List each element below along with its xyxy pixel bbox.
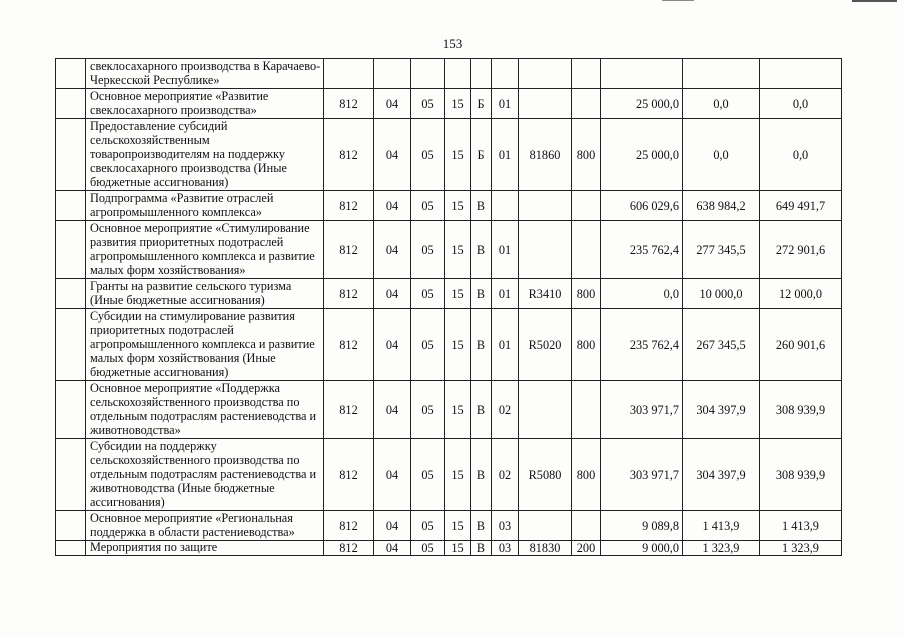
amount-year2-cell: 304 397,9: [683, 439, 760, 511]
amount-year3-cell: 649 491,7: [760, 191, 842, 221]
subprogram-cell: Б: [471, 89, 492, 119]
subsection-cell: 05: [411, 89, 445, 119]
amount-year3-cell: 0,0: [760, 89, 842, 119]
table-row: [56, 381, 842, 439]
subprogram-cell: В: [471, 541, 492, 556]
amount-year1-cell: 9 089,8: [601, 511, 683, 541]
expense-type-cell: [572, 511, 601, 541]
section-cell: 04: [374, 541, 411, 556]
table-row: [56, 221, 842, 279]
gov-code-cell: 812: [324, 439, 374, 511]
amount-year1-cell: 25 000,0: [601, 89, 683, 119]
program-cell: 15: [445, 381, 471, 439]
expense-type-cell: 800: [572, 309, 601, 381]
program-cell: 15: [445, 119, 471, 191]
direction-cell: R3410: [519, 279, 572, 309]
item-name-cell: Основное мероприятие «Стимулирование развития приоритетных подотраслей агропромышленного комплекса и развитие малых форм хозяйствования»: [86, 221, 324, 279]
amount-year3-cell: 272 901,6: [760, 221, 842, 279]
direction-cell: [519, 59, 572, 89]
event-cell: 02: [492, 381, 519, 439]
item-name-cell: Мероприятия по защите: [86, 541, 324, 556]
row-index-cell: [56, 309, 86, 381]
subsection-cell: 05: [411, 541, 445, 556]
subsection-cell: 05: [411, 221, 445, 279]
direction-cell: R5080: [519, 439, 572, 511]
subsection-cell: 05: [411, 279, 445, 309]
program-cell: 15: [445, 191, 471, 221]
subprogram-cell: В: [471, 381, 492, 439]
program-cell: 15: [445, 309, 471, 381]
amount-year2-cell: 267 345,5: [683, 309, 760, 381]
event-cell: 03: [492, 541, 519, 556]
table-row: [56, 279, 842, 309]
amount-year3-cell: 1 413,9: [760, 511, 842, 541]
amount-year2-cell: 1 323,9: [683, 541, 760, 556]
subsection-cell: 05: [411, 381, 445, 439]
event-cell: 01: [492, 119, 519, 191]
item-name-cell: Предоставление субсидий сельскохозяйственным товаропроизводителям на поддержку свеклосахарного производства (Иные бюджетные ассигнования): [86, 119, 324, 191]
amount-year3-cell: 308 939,9: [760, 381, 842, 439]
expense-type-cell: 200: [572, 541, 601, 556]
amount-year2-cell: 0,0: [683, 119, 760, 191]
subsection-cell: 05: [411, 119, 445, 191]
direction-cell: 81830: [519, 541, 572, 556]
event-cell: [492, 59, 519, 89]
gov-code-cell: 812: [324, 119, 374, 191]
amount-year3-cell: 12 000,0: [760, 279, 842, 309]
direction-cell: 81860: [519, 119, 572, 191]
program-cell: 15: [445, 511, 471, 541]
expense-type-cell: 800: [572, 279, 601, 309]
program-cell: 15: [445, 439, 471, 511]
expense-type-cell: 800: [572, 119, 601, 191]
table-row: [56, 59, 842, 89]
subprogram-cell: В: [471, 439, 492, 511]
amount-year1-cell: 303 971,7: [601, 439, 683, 511]
program-cell: 15: [445, 279, 471, 309]
direction-cell: R5020: [519, 309, 572, 381]
gov-code-cell: 812: [324, 511, 374, 541]
section-cell: 04: [374, 221, 411, 279]
subprogram-cell: [471, 59, 492, 89]
row-index-cell: [56, 119, 86, 191]
amount-year3-cell: 308 939,9: [760, 439, 842, 511]
amount-year1-cell: 9 000,0: [601, 541, 683, 556]
row-index-cell: [56, 541, 86, 556]
gov-code-cell: [324, 59, 374, 89]
table-row: [56, 119, 842, 191]
event-cell: 01: [492, 89, 519, 119]
amount-year3-cell: 1 323,9: [760, 541, 842, 556]
amount-year2-cell: 277 345,5: [683, 221, 760, 279]
budget-table: [55, 58, 842, 556]
amount-year3-cell: 0,0: [760, 119, 842, 191]
program-cell: 15: [445, 221, 471, 279]
program-cell: 15: [445, 89, 471, 119]
item-name-cell: Основное мероприятие «Развитие свеклосахарного производства»: [86, 89, 324, 119]
subprogram-cell: В: [471, 191, 492, 221]
table-row: [56, 511, 842, 541]
table-row: [56, 439, 842, 511]
section-cell: 04: [374, 279, 411, 309]
row-index-cell: [56, 191, 86, 221]
page-number: 153: [442, 36, 463, 51]
event-cell: 02: [492, 439, 519, 511]
amount-year3-cell: [760, 59, 842, 89]
amount-year3-cell: 260 901,6: [760, 309, 842, 381]
row-index-cell: [56, 439, 86, 511]
gov-code-cell: 812: [324, 89, 374, 119]
direction-cell: [519, 89, 572, 119]
section-cell: 04: [374, 119, 411, 191]
row-index-cell: [56, 511, 86, 541]
gov-code-cell: 812: [324, 221, 374, 279]
event-cell: 03: [492, 511, 519, 541]
gov-code-cell: 812: [324, 541, 374, 556]
amount-year1-cell: 25 000,0: [601, 119, 683, 191]
gov-code-cell: 812: [324, 279, 374, 309]
section-cell: 04: [374, 89, 411, 119]
section-cell: 04: [374, 511, 411, 541]
amount-year1-cell: 235 762,4: [601, 221, 683, 279]
event-cell: 01: [492, 309, 519, 381]
section-cell: [374, 59, 411, 89]
subsection-cell: [411, 59, 445, 89]
event-cell: [492, 191, 519, 221]
table-row: [56, 309, 842, 381]
section-cell: 04: [374, 309, 411, 381]
amount-year2-cell: 1 413,9: [683, 511, 760, 541]
subsection-cell: 05: [411, 191, 445, 221]
item-name-cell: Гранты на развитие сельского туризма (Иные бюджетные ассигнования): [86, 279, 324, 309]
direction-cell: [519, 511, 572, 541]
row-index-cell: [56, 279, 86, 309]
expense-type-cell: 800: [572, 439, 601, 511]
program-cell: 15: [445, 541, 471, 556]
subsection-cell: 05: [411, 309, 445, 381]
expense-type-cell: [572, 191, 601, 221]
amount-year1-cell: 606 029,6: [601, 191, 683, 221]
table-row: [56, 89, 842, 119]
expense-type-cell: [572, 221, 601, 279]
gov-code-cell: 812: [324, 191, 374, 221]
amount-year2-cell: 0,0: [683, 89, 760, 119]
amount-year2-cell: 638 984,2: [683, 191, 760, 221]
gov-code-cell: 812: [324, 309, 374, 381]
amount-year1-cell: 0,0: [601, 279, 683, 309]
row-index-cell: [56, 381, 86, 439]
amount-year2-cell: 304 397,9: [683, 381, 760, 439]
gov-code-cell: 812: [324, 381, 374, 439]
item-name-cell: свеклосахарного производства в Карачаево-Черкесской Республике»: [86, 59, 324, 89]
expense-type-cell: [572, 381, 601, 439]
item-name-cell: Субсидии на поддержку сельскохозяйственного производства по отдельным подотраслям растениеводства и животноводства (Иные бюджетные ассигнования): [86, 439, 324, 511]
item-name-cell: Подпрограмма «Развитие отраслей агропромышленного комплекса»: [86, 191, 324, 221]
direction-cell: [519, 191, 572, 221]
amount-year2-cell: [683, 59, 760, 89]
subprogram-cell: Б: [471, 119, 492, 191]
expense-type-cell: [572, 89, 601, 119]
direction-cell: [519, 381, 572, 439]
amount-year1-cell: 235 762,4: [601, 309, 683, 381]
subprogram-cell: В: [471, 511, 492, 541]
item-name-cell: Основное мероприятие «Поддержка сельскохозяйственного производства по отдельным подотраслям растениеводства и животноводства»: [86, 381, 324, 439]
table-row: [56, 191, 842, 221]
item-name-cell: Основное мероприятие «Региональная поддержка в области растениеводства»: [86, 511, 324, 541]
scan-artifact-line: [852, 0, 897, 2]
amount-year1-cell: [601, 59, 683, 89]
event-cell: 01: [492, 279, 519, 309]
row-index-cell: [56, 89, 86, 119]
table-row: [56, 541, 842, 556]
direction-cell: [519, 221, 572, 279]
section-cell: 04: [374, 191, 411, 221]
amount-year1-cell: 303 971,7: [601, 381, 683, 439]
subsection-cell: 05: [411, 439, 445, 511]
row-index-cell: [56, 59, 86, 89]
scan-artifact-line: [662, 0, 694, 1]
program-cell: [445, 59, 471, 89]
subprogram-cell: В: [471, 309, 492, 381]
subprogram-cell: В: [471, 221, 492, 279]
section-cell: 04: [374, 439, 411, 511]
event-cell: 01: [492, 221, 519, 279]
subprogram-cell: В: [471, 279, 492, 309]
section-cell: 04: [374, 381, 411, 439]
expense-type-cell: [572, 59, 601, 89]
subsection-cell: 05: [411, 511, 445, 541]
item-name-cell: Субсидии на стимулирование развития приоритетных подотраслей агропромышленного комплекса и развитие малых форм хозяйствования (Иные бюджетные ассигнования): [86, 309, 324, 381]
row-index-cell: [56, 221, 86, 279]
amount-year2-cell: 10 000,0: [683, 279, 760, 309]
